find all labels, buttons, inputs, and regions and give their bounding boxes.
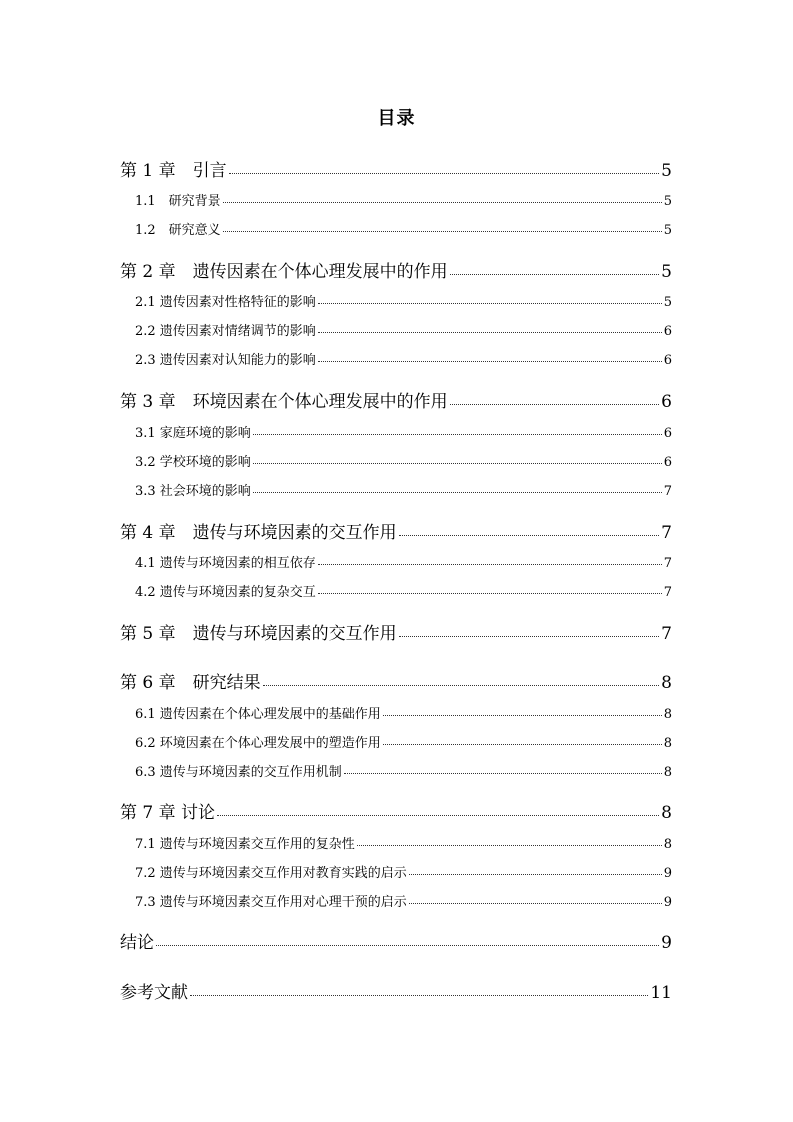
dot-leader <box>344 773 662 774</box>
toc-title: 目录 <box>377 108 416 129</box>
dot-leader <box>318 303 662 304</box>
toc-entry-label: 结论 <box>120 933 154 953</box>
toc-entry-section-7-3[interactable] <box>135 891 672 910</box>
dot-leader <box>156 945 659 946</box>
toc-entry-page: 7 <box>661 523 672 543</box>
toc-entry-label: 4.1 遗传与环境因素的相互依存 <box>135 556 316 571</box>
toc-entry-label: 2.3 遗传因素对认知能力的影响 <box>135 353 316 368</box>
toc-entry-chapter-3[interactable] <box>120 387 672 412</box>
dot-leader <box>409 874 662 875</box>
dot-leader <box>318 361 662 362</box>
toc-entry-section-7-2[interactable] <box>135 862 672 881</box>
dot-leader <box>450 274 660 275</box>
toc-entry-section-2-1[interactable] <box>135 291 672 310</box>
toc-entry-page: 7 <box>663 556 672 571</box>
toc-entry-page: 6 <box>663 426 672 441</box>
toc-entry-section-3-2[interactable] <box>135 451 672 470</box>
toc-entry-page: 9 <box>663 895 672 910</box>
toc-entry-label: 6.3 遗传与环境因素的交互作用机制 <box>135 765 342 780</box>
dot-leader <box>318 593 662 594</box>
toc-entry-label: 6.2 环境因素在个体心理发展中的塑造作用 <box>135 736 381 751</box>
toc-entry-page: 7 <box>663 484 672 499</box>
toc-entry-page: 6 <box>663 353 672 368</box>
toc-entry-section-1-2[interactable] <box>135 219 672 238</box>
toc-entry-page: 8 <box>663 837 672 852</box>
toc-entry-label: 7.3 遗传与环境因素交互作用对心理干预的启示 <box>135 895 407 910</box>
toc-entry-page: 7 <box>661 624 672 644</box>
dot-leader <box>229 173 660 174</box>
dot-leader <box>223 202 662 203</box>
dot-leader <box>450 404 660 405</box>
toc-entry-page: 5 <box>663 295 672 310</box>
dot-leader <box>253 492 662 493</box>
toc-entry-section-3-3[interactable] <box>135 480 672 499</box>
toc-entry-label: 6.1 遗传因素在个体心理发展中的基础作用 <box>135 707 381 722</box>
toc-entry-section-2-3[interactable] <box>135 349 672 368</box>
toc-entry-section-7-1[interactable] <box>135 833 672 852</box>
toc-entry-conclusion[interactable] <box>120 928 672 953</box>
toc-entry-page: 9 <box>661 933 672 953</box>
toc-entry-section-6-1[interactable] <box>135 703 672 722</box>
toc-entry-label: 第 4 章 遗传与环境因素的交互作用 <box>120 523 397 543</box>
dot-leader <box>383 715 662 716</box>
toc-entry-chapter-2[interactable] <box>120 257 672 282</box>
toc-entry-references[interactable] <box>120 978 672 1003</box>
dot-leader <box>409 903 662 904</box>
dot-leader <box>223 231 662 232</box>
dot-leader <box>318 564 662 565</box>
toc-entry-page: 9 <box>663 866 672 881</box>
toc-entry-section-4-1[interactable] <box>135 552 672 571</box>
toc-entry-label: 第 6 章 研究结果 <box>120 673 261 693</box>
dot-leader <box>190 995 648 996</box>
toc-entry-label: 2.1 遗传因素对性格特征的影响 <box>135 295 316 310</box>
dot-leader <box>318 332 662 333</box>
toc-entry-label: 第 5 章 遗传与环境因素的交互作用 <box>120 624 397 644</box>
toc-entry-page: 5 <box>663 194 672 209</box>
toc-entry-label: 参考文献 <box>120 983 188 1003</box>
toc-entry-label: 1.1 研究背景 <box>135 194 221 209</box>
toc-entry-page: 5 <box>661 262 672 282</box>
toc-entry-page: 11 <box>650 983 672 1003</box>
toc-entry-chapter-4[interactable] <box>120 518 672 543</box>
toc-entry-label: 第 3 章 环境因素在个体心理发展中的作用 <box>120 392 448 412</box>
toc-entry-label: 7.2 遗传与环境因素交互作用对教育实践的启示 <box>135 866 407 881</box>
toc-entry-section-6-3[interactable] <box>135 761 672 780</box>
toc-entry-chapter-5[interactable] <box>120 619 672 644</box>
toc-entry-label: 4.2 遗传与环境因素的复杂交互 <box>135 585 316 600</box>
toc-entry-chapter-1[interactable] <box>120 156 672 181</box>
toc-entry-label: 1.2 研究意义 <box>135 223 221 238</box>
toc-entry-page: 5 <box>663 223 672 238</box>
toc-entry-label: 第 7 章 讨论 <box>120 803 216 823</box>
toc-entry-label: 第 2 章 遗传因素在个体心理发展中的作用 <box>120 262 448 282</box>
toc-entry-section-2-2[interactable] <box>135 320 672 339</box>
toc-entry-page: 8 <box>661 673 672 693</box>
toc-entry-page: 6 <box>661 392 672 412</box>
toc-entry-page: 8 <box>663 765 672 780</box>
toc-entry-label: 3.2 学校环境的影响 <box>135 455 251 470</box>
toc-entry-chapter-6[interactable] <box>120 668 672 693</box>
toc-entry-page: 7 <box>663 585 672 600</box>
toc-entry-section-1-1[interactable] <box>135 190 672 209</box>
toc-entry-page: 8 <box>663 736 672 751</box>
dot-leader <box>383 744 662 745</box>
dot-leader <box>217 815 659 816</box>
toc-entry-label: 2.2 遗传因素对情绪调节的影响 <box>135 324 316 339</box>
toc-entry-page: 6 <box>663 324 672 339</box>
toc-entry-page: 8 <box>661 803 672 823</box>
toc-entry-label: 第 1 章 引言 <box>120 161 227 181</box>
toc-entry-label: 3.3 社会环境的影响 <box>135 484 251 499</box>
toc-entry-section-3-1[interactable] <box>135 422 672 441</box>
dot-leader <box>399 636 660 637</box>
toc-entry-chapter-7[interactable] <box>120 798 672 823</box>
dot-leader <box>253 434 662 435</box>
toc-entry-label: 7.1 遗传与环境因素交互作用的复杂性 <box>135 837 355 852</box>
dot-leader <box>357 845 662 846</box>
dot-leader <box>253 463 662 464</box>
toc-entry-section-6-2[interactable] <box>135 732 672 751</box>
toc-entry-label: 3.1 家庭环境的影响 <box>135 426 251 441</box>
dot-leader <box>399 535 660 536</box>
toc-entry-page: 5 <box>661 161 672 181</box>
toc-entry-page: 8 <box>663 707 672 722</box>
toc-entry-page: 6 <box>663 455 672 470</box>
toc-entry-section-4-2[interactable] <box>135 581 672 600</box>
dot-leader <box>263 685 660 686</box>
